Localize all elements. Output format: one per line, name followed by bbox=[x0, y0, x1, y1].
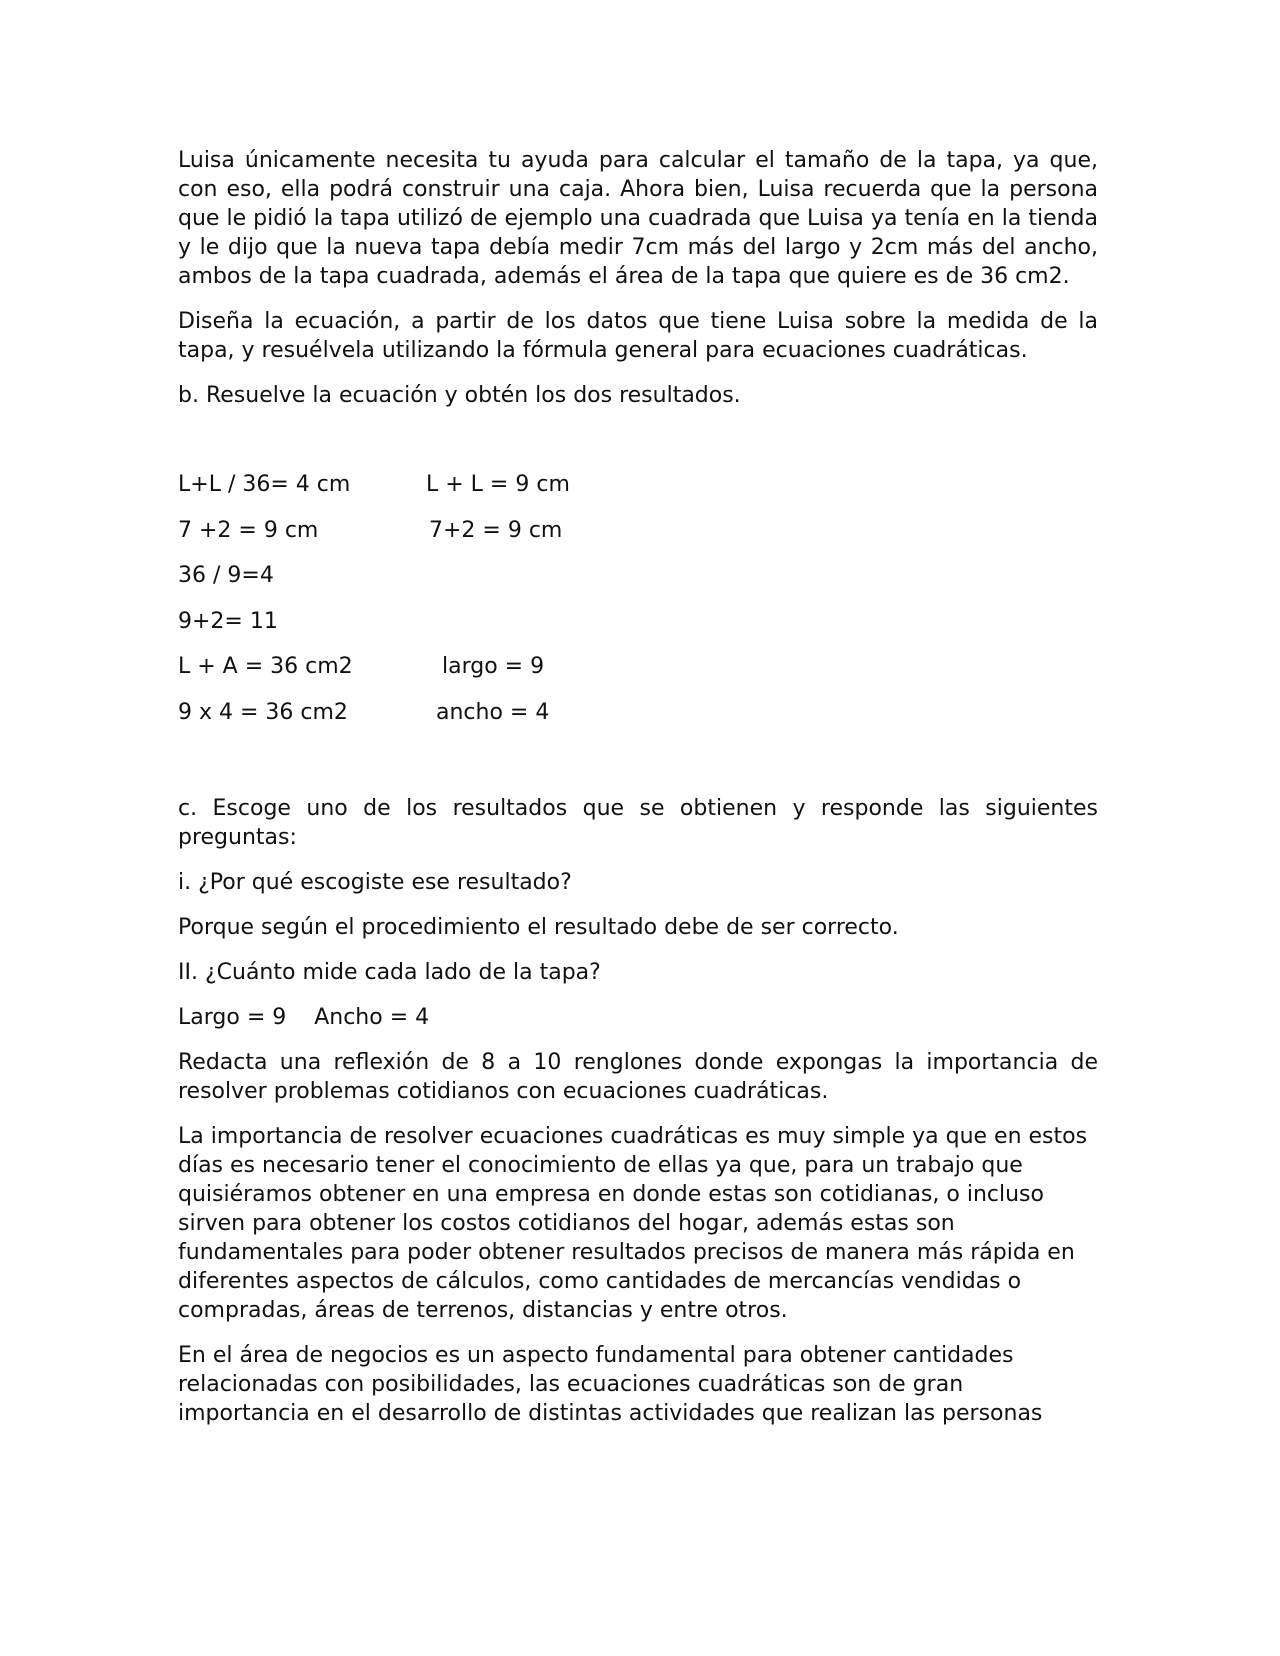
calculation-block bbox=[178, 470, 1098, 727]
calculation-row bbox=[178, 698, 1098, 727]
calculation-left: L+L / 36= 4 cm bbox=[178, 472, 351, 497]
calculation-right: largo = 9 bbox=[442, 654, 545, 680]
answer-i: Porque según el procedimiento el resultado debe de ser correcto. bbox=[178, 914, 899, 940]
task-paragraph: Diseña la ecuación, a partir de los datos que tiene Luisa sobre la medida de la tapa, y resuélvela utilizando la fórmula general para ecuaciones cuadráticas. bbox=[178, 309, 1098, 363]
calculation-right: 7+2 = 9 cm bbox=[429, 517, 563, 543]
question-c: c. Escoge uno de los resultados que se obtienen y responde las siguientes preguntas: bbox=[178, 795, 1098, 850]
calculation-row bbox=[178, 561, 1098, 590]
answer-ii: Largo = 9 Ancho = 4 bbox=[178, 1004, 430, 1030]
calculation-row bbox=[178, 516, 1098, 545]
calculation-left: 9+2= 11 bbox=[178, 608, 278, 634]
calculation-right: L + L = 9 cm bbox=[426, 472, 570, 497]
calculation-row bbox=[178, 652, 1098, 681]
calculation-left: 9 x 4 = 36 cm2 bbox=[178, 699, 348, 725]
document-page bbox=[178, 146, 1098, 1444]
calculation-left: L + A = 36 cm2 bbox=[178, 654, 353, 680]
question-b: b. Resuelve la ecuación y obtén los dos resultados. bbox=[178, 383, 741, 408]
reflection-paragraph-2: En el área de negocios es un aspecto fundamental para obtener cantidades relacionadas con posibilidades, las ecuaciones cuadráticas son de gran importancia en el desarrollo de distintas actividades que realizan las personas bbox=[178, 1342, 1043, 1426]
calculation-row bbox=[178, 470, 1098, 499]
reflection-paragraph-1: La importancia de resolver ecuaciones cuadráticas es muy simple ya que en estos días es necesario tener el conocimiento de ellas ya que, para un trabajo que quisiéramos obtener en una empresa en donde estas son cotidianas, o incluso sirven para obtener los costos cotidianos del hogar, además estas son fundamentales para poder obtener resultados precisos de manera más rápida en diferentes aspectos de cálculos, como cantidades de mercancías vendidas o compradas, áreas de terrenos, distancias y entre otros. bbox=[178, 1123, 1088, 1323]
calculation-right: ancho = 4 bbox=[436, 699, 550, 725]
intro-paragraph: Luisa únicamente necesita tu ayuda para calcular el tamaño de la tapa, ya que, con eso, ella podrá construir una caja. Ahora bien, Luisa recuerda que la persona que le pidió la tapa utilizó de ejemplo una cuadrada que Luisa ya tenía en la tienda y le dijo que la nueva tapa debía medir 7cm más del largo y 2cm más del ancho, ambos de la tapa cuadrada, además el área de la tapa que quiere es de 36 cm2. bbox=[178, 148, 1098, 289]
calculation-left: 36 / 9=4 bbox=[178, 563, 274, 589]
reflection-prompt: Redacta una reflexión de 8 a 10 renglones donde expongas la importancia de resolver problemas cotidianos con ecuaciones cuadráticas. bbox=[178, 1049, 1098, 1104]
question-ii: II. ¿Cuánto mide cada lado de la tapa? bbox=[178, 959, 601, 985]
calculation-row bbox=[178, 607, 1098, 636]
question-i: i. ¿Por qué escogiste ese resultado? bbox=[178, 869, 572, 895]
calculation-left: 7 +2 = 9 cm bbox=[178, 517, 319, 543]
